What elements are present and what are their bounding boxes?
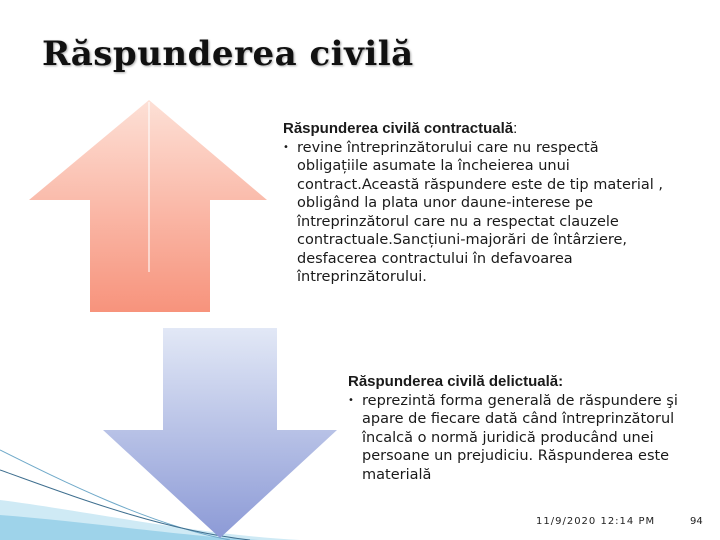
contractual-liability-block: [283, 120, 663, 287]
down-arrow: [103, 328, 337, 538]
page-number: 94: [690, 516, 703, 527]
delictual-heading: [348, 373, 708, 392]
contractual-description: revine întreprinzătorului care nu respectă obligațiile asumate la încheierea unui contract.Această răspundere este de tip material , obligând la plata unor daune-interese pe întreprinzătorul care nu a respectat clauzele contractuale.Sancțiuni-majorări de întârziere, desfacerea contractului în defavoarea întreprinzătorului.: [297, 139, 663, 285]
page-title: Răspunderea civilă: [42, 34, 414, 74]
contractual-heading-text: Răspunderea civilă contractuală: [283, 120, 514, 137]
delictual-description: reprezintă forma generală de răspundere şi apare de fiecare dată când întreprinzătorul încalcă o normă juridică producând unei persoane un prejudiciu. Răspunderea este materială: [362, 392, 678, 483]
contractual-list-item: [283, 139, 663, 287]
bullet-icon: •: [348, 394, 354, 406]
contractual-heading: [283, 120, 663, 139]
up-arrow: [29, 100, 267, 312]
delictual-liability-block: [348, 373, 708, 484]
bullet-icon: •: [283, 141, 289, 153]
footer-date: 11/9/2020 12:14 PM: [536, 516, 656, 527]
delictual-heading-text: Răspunderea civilă delictuală:: [348, 373, 564, 390]
delictual-list-item: [348, 392, 708, 485]
contractual-heading-colon: :: [513, 120, 518, 137]
